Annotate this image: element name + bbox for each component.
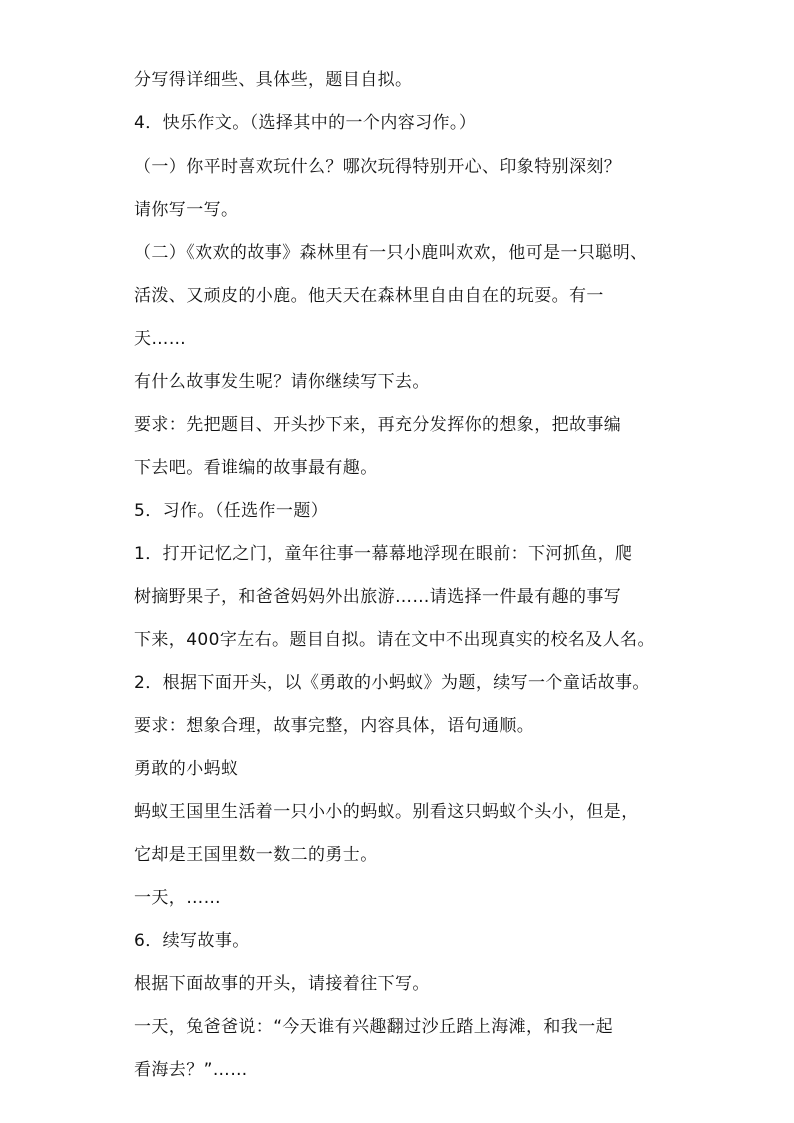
text-line-16: 要求：想象合理，故事完整，内容具体，语句通顺。 [134, 716, 535, 736]
text-line-15: 2．根据下面开头，以《勇敢的小蚂蚁》为题，续写一个童话故事。 [134, 673, 650, 693]
text-line-23: 一天，兔爸爸说：“今天谁有兴趣翻过沙丘踏上海滩，和我一起 [134, 1017, 614, 1037]
text-line-11: 5．习作。（任选作一题） [134, 501, 329, 521]
text-line-20: 一天，…… [134, 888, 221, 908]
text-line-6: 活泼、又顽皮的小鹿。他天天在森林里自由自在的玩耍。有一 [134, 286, 604, 306]
text-line-22: 根据下面故事的开头，请接着往下写。 [134, 974, 430, 994]
text-line-10: 下去吧。看谁编的故事最有趣。 [134, 458, 378, 478]
text-line-17: 勇敢的小蚂蚁 [134, 759, 239, 779]
text-line-18: 蚂蚁王国里生活着一只小小的蚂蚁。别看这只蚂蚁个头小，但是， [134, 802, 639, 822]
text-line-1: 分写得详细些、具体些，题目自拟。 [134, 70, 413, 90]
text-line-8: 有什么故事发生呢？请你继续写下去。 [134, 372, 430, 392]
text-line-2: 4．快乐作文。（选择其中的一个内容习作。） [134, 113, 477, 133]
text-line-13: 树摘野果子，和爸爸妈妈外出旅游……请选择一件最有趣的事写 [134, 587, 622, 607]
text-line-14: 下来，400字左右。题目自拟。请在文中不出现真实的校名及人名。 [134, 630, 655, 650]
text-line-21: 6．续写故事。 [134, 931, 250, 951]
text-line-12: 1．打开记忆之门，童年往事一幕幕地浮现在眼前：下河抓鱼，爬 [134, 544, 633, 564]
text-line-9: 要求：先把题目、开头抄下来，再充分发挥你的想象，把故事编 [134, 415, 622, 435]
text-line-3: （一）你平时喜欢玩什么？哪次玩得特别开心、印象特别深刻？ [134, 157, 622, 177]
text-line-5: （二）《欢欢的故事》森林里有一只小鹿叫欢欢，他可是一只聪明、 [134, 243, 648, 263]
text-line-19: 它却是王国里数一数二的勇士。 [134, 845, 378, 865]
text-line-7: 天…… [134, 329, 187, 349]
text-line-4: 请你写一写。 [134, 200, 239, 220]
text-line-24: 看海去？”…… [134, 1060, 248, 1080]
